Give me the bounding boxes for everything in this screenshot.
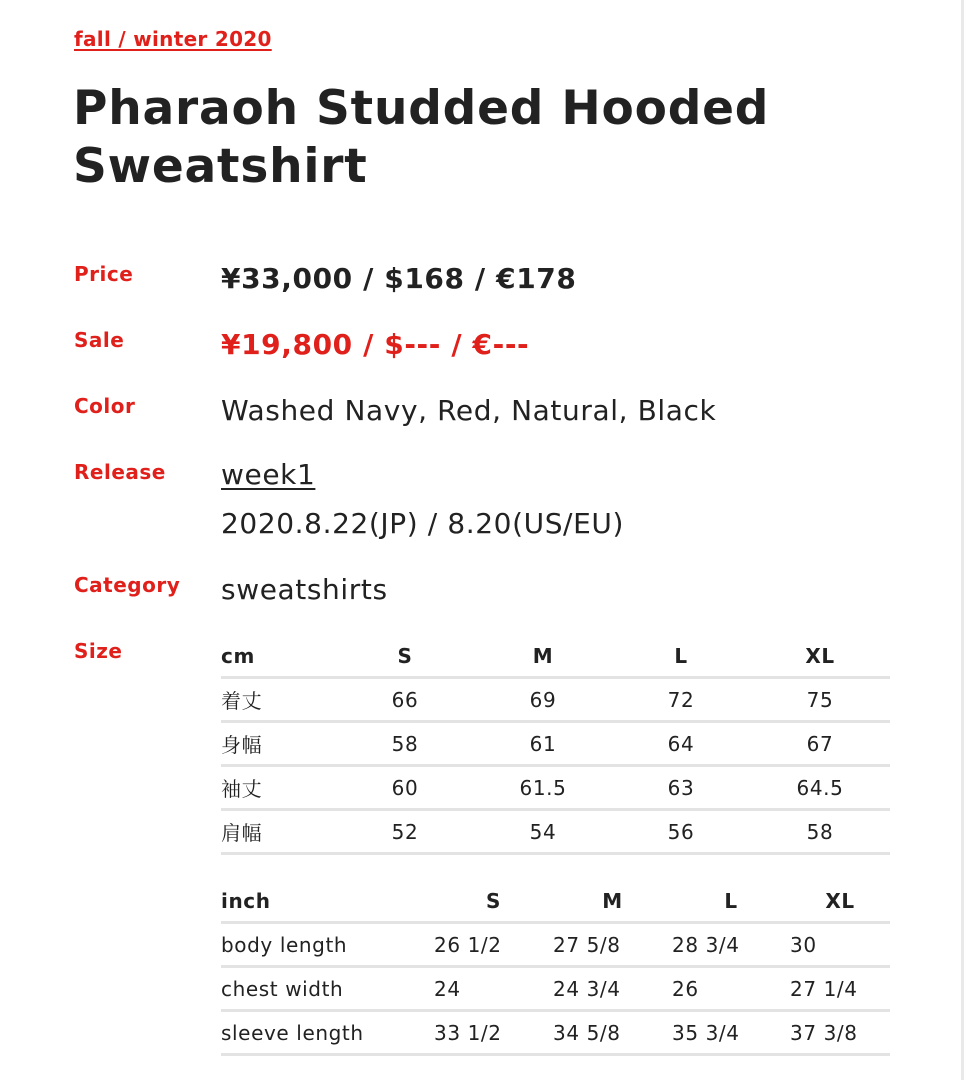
release-week-row — [221, 458, 315, 491]
table-row — [221, 766, 890, 810]
row-label-cell: chest width — [221, 967, 434, 1011]
table-cell: 26 1/2 — [434, 923, 553, 967]
table-header-row — [221, 635, 890, 678]
size-label: Size — [74, 639, 123, 663]
table-cell: 24 3/4 — [553, 967, 672, 1011]
row-label-cell: body length — [221, 923, 434, 967]
table-cell: 63 — [612, 766, 750, 810]
table-cell: 35 3/4 — [672, 1011, 790, 1055]
table-row — [221, 810, 890, 854]
color-label: Color — [74, 394, 136, 418]
sale-value: ¥19,800 / $--- / €--- — [221, 328, 530, 361]
table-row — [221, 967, 890, 1011]
table-cell: 58 — [336, 722, 474, 766]
size-table-cm — [221, 635, 890, 855]
table-cell: 34 5/8 — [553, 1011, 672, 1055]
category-value: sweatshirts — [221, 573, 388, 606]
table-row — [221, 678, 890, 722]
table-cell: 66 — [336, 678, 474, 722]
table-cell: 58 — [750, 810, 890, 854]
table-cell: 52 — [336, 810, 474, 854]
table-row — [221, 1011, 890, 1055]
table-cell: 64 — [612, 722, 750, 766]
table-cell: 56 — [612, 810, 750, 854]
table-row — [221, 923, 890, 967]
column-header: XL — [750, 635, 890, 678]
table-cell: 33 1/2 — [434, 1011, 553, 1055]
table-cell: 27 5/8 — [553, 923, 672, 967]
table-row — [221, 722, 890, 766]
table-cell: 61 — [474, 722, 612, 766]
table-cell: 61.5 — [474, 766, 612, 810]
release-dates: 2020.8.22(JP) / 8.20(US/EU) — [221, 507, 625, 540]
table-cell: 28 3/4 — [672, 923, 790, 967]
table-cell: 64.5 — [750, 766, 890, 810]
row-label-cell: 肩幅 — [221, 810, 336, 854]
table-cell: 24 — [434, 967, 553, 1011]
season-link[interactable]: fall / winter 2020 — [74, 27, 272, 51]
table-cell: 75 — [750, 678, 890, 722]
column-header: L — [612, 635, 750, 678]
table-cell: 54 — [474, 810, 612, 854]
table-cell: 30 — [790, 923, 890, 967]
table-cell: 67 — [750, 722, 890, 766]
size-table-inch — [221, 880, 890, 1056]
table-header-row — [221, 880, 890, 923]
column-header: S — [336, 635, 474, 678]
release-week-link[interactable]: week1 — [221, 458, 316, 491]
row-label-cell: 袖丈 — [221, 766, 336, 810]
row-label-cell: 身幅 — [221, 722, 336, 766]
column-header: M — [553, 880, 672, 923]
price-label: Price — [74, 262, 134, 286]
row-label-cell: sleeve length — [221, 1011, 434, 1055]
price-value: ¥33,000 / $168 / €178 — [221, 262, 577, 295]
column-header: S — [434, 880, 553, 923]
release-label: Release — [74, 460, 166, 484]
table-cell: 60 — [336, 766, 474, 810]
column-header: XL — [790, 880, 890, 923]
table-cell: 37 3/8 — [790, 1011, 890, 1055]
table-cell: 26 — [672, 967, 790, 1011]
sale-label: Sale — [74, 328, 125, 352]
row-label-cell: 着丈 — [221, 678, 336, 722]
column-header: L — [672, 880, 790, 923]
product-title: Pharaoh Studded Hooded Sweatshirt — [73, 81, 770, 194]
color-value: Washed Navy, Red, Natural, Black — [221, 394, 717, 427]
table-cell: 72 — [612, 678, 750, 722]
table-cell: 69 — [474, 678, 612, 722]
column-header: cm — [221, 635, 336, 678]
category-label: Category — [74, 573, 181, 597]
column-header: M — [474, 635, 612, 678]
column-header: inch — [221, 880, 434, 923]
table-cell: 27 1/4 — [790, 967, 890, 1011]
